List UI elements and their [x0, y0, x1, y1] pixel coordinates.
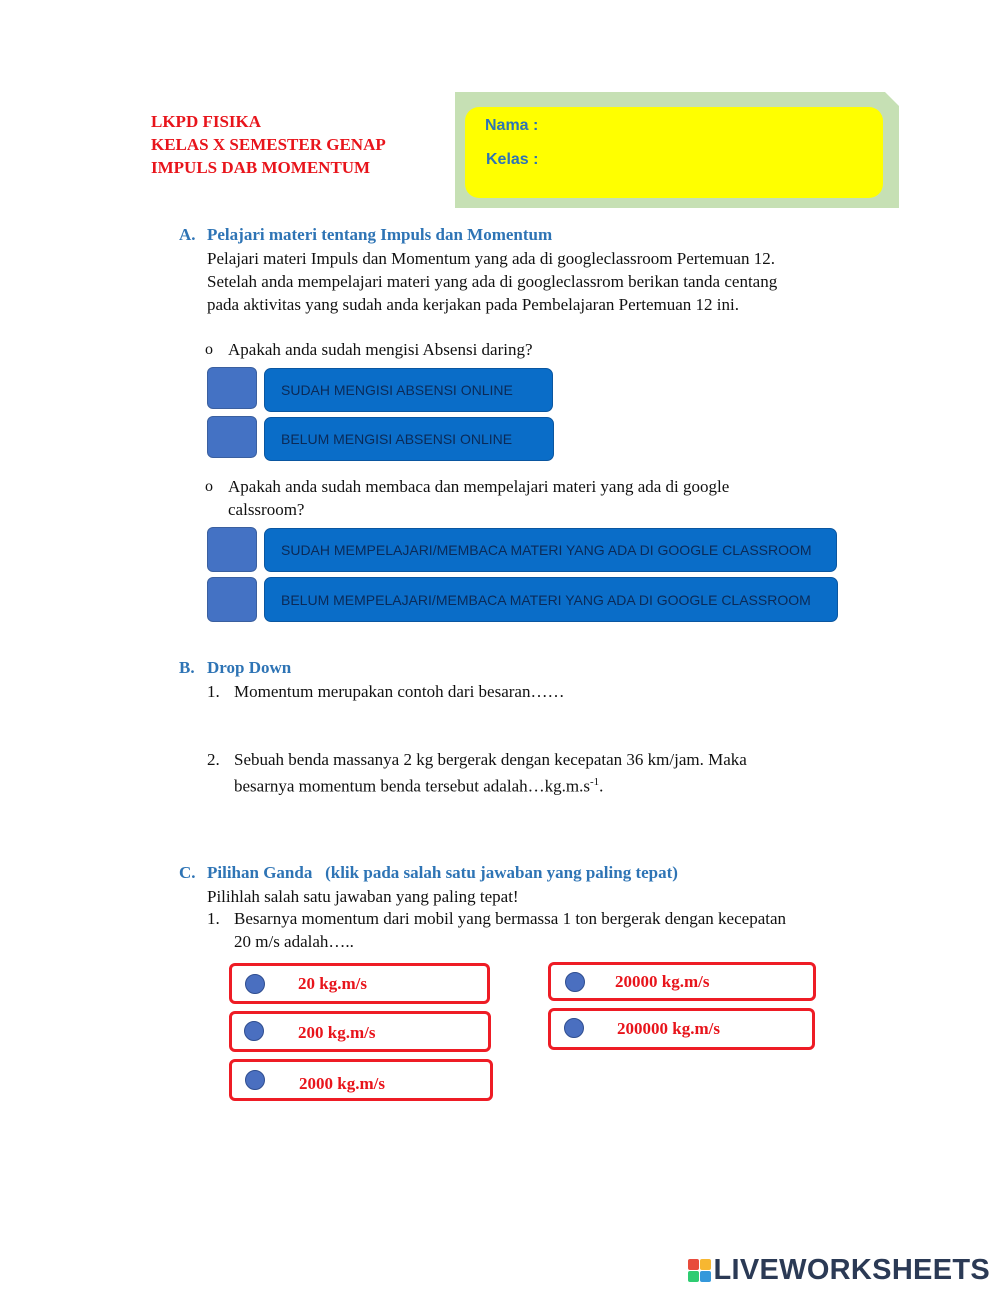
section-c-instruction: Pilihlah salah satu jawaban yang paling tepat!	[207, 887, 519, 906]
section-a-heading	[179, 225, 552, 245]
checkbox-sudah-absensi[interactable]	[207, 367, 257, 409]
logo-square	[700, 1259, 711, 1270]
dropdown-q2-select[interactable]	[234, 797, 454, 823]
option-belum-absensi: BELUM MENGISI ABSENSI ONLINE	[264, 417, 554, 461]
dropdown-q2-line-2	[234, 771, 747, 798]
dropdown-q1-select[interactable]	[234, 706, 454, 732]
title-line-3: IMPULS DAB MOMENTUM	[151, 158, 371, 177]
checkbox-belum-materi[interactable]	[207, 577, 257, 622]
dropdown-q1-text: Momentum merupakan contoh dari besaran……	[234, 682, 565, 701]
nama-input[interactable]	[560, 114, 860, 140]
dropdown-q2-number: 2.	[207, 750, 220, 769]
paragraph-line-3: pada aktivitas yang sudah anda kerjakan pada Pembelajaran Pertemuan 12 ini.	[207, 295, 740, 314]
paragraph-line-1: Pelajari materi Impuls dan Momentum yang ada di googleclassroom Pertemuan 12.	[207, 249, 775, 268]
radio-dot-icon[interactable]	[564, 1018, 584, 1038]
bullet-marker: o	[205, 341, 213, 358]
option-sudah-materi: SUDAH MEMPELAJARI/MEMBACA MATERI YANG ADA DI GOOGLE CLASSROOM	[264, 528, 837, 572]
mc-q1-text	[234, 907, 786, 953]
section-c-heading	[179, 863, 678, 883]
dropdown-q2-line-2-main: besarnya momentum benda tersebut adalah…kg.m.s	[234, 776, 590, 796]
section-b-title: Drop Down	[207, 658, 292, 677]
logo-square	[700, 1271, 711, 1282]
dropdown-q2-line-2-end: .	[599, 776, 604, 796]
dropdown-q2-line-1: Sebuah benda massanya 2 kg bergerak dengan kecepatan 36 km/jam. Maka	[234, 750, 747, 769]
liveworksheets-wordmark: LIVEWORKSHEETS	[713, 1254, 990, 1286]
section-a-paragraph	[207, 247, 777, 316]
option-belum-materi: BELUM MEMPELAJARI/MEMBACA MATERI YANG ADA DI GOOGLE CLASSROOM	[264, 577, 838, 622]
title-line-1: LKPD FISIKA	[151, 112, 262, 131]
question-absensi: Apakah anda sudah mengisi Absensi daring?	[228, 340, 533, 359]
answer-option-b-label: 200 kg.m/s	[298, 1023, 376, 1042]
question-materi-line-2: calssroom?	[228, 500, 305, 519]
section-a-title: Pelajari materi tentang Impuls dan Momentum	[207, 225, 553, 244]
section-b-heading	[179, 658, 291, 678]
mc-q1-line-2: 20 m/s adalah…..	[234, 932, 354, 951]
option-sudah-absensi: SUDAH MENGISI ABSENSI ONLINE	[264, 368, 553, 412]
radio-dot-icon[interactable]	[244, 1021, 264, 1041]
radio-dot-icon[interactable]	[245, 974, 265, 994]
nama-label: Nama :	[485, 117, 539, 134]
question-materi-line-1: Apakah anda sudah membaca dan mempelajari materi yang ada di google	[228, 477, 730, 496]
checkbox-sudah-materi[interactable]	[207, 527, 257, 572]
radio-dot-icon[interactable]	[565, 972, 585, 992]
dropdown-q1-number: 1.	[207, 682, 220, 701]
worksheet-title	[151, 110, 386, 179]
section-b-letter: B.	[179, 658, 195, 677]
question-materi	[228, 475, 729, 521]
section-c-letter: C.	[179, 863, 196, 882]
mc-q1-line-1: Besarnya momentum dari mobil yang bermassa 1 ton bergerak dengan kecepatan	[234, 909, 787, 928]
logo-square	[688, 1271, 699, 1282]
radio-dot-icon[interactable]	[245, 1070, 265, 1090]
dropdown-q2-exponent: -1	[589, 776, 600, 788]
section-c-title: Pilihan Ganda (klik pada salah satu jawaban yang paling tepat)	[207, 863, 678, 882]
answer-option-e-label: 200000 kg.m/s	[617, 1019, 720, 1038]
section-a-letter: A.	[179, 225, 196, 244]
kelas-input[interactable]	[560, 148, 860, 174]
answer-option-a-label: 20 kg.m/s	[298, 974, 367, 993]
answer-option-c-label: 2000 kg.m/s	[299, 1074, 385, 1093]
liveworksheets-brand	[688, 1254, 991, 1287]
answer-option-d-label: 20000 kg.m/s	[615, 972, 710, 991]
title-line-2: KELAS X SEMESTER GENAP	[151, 135, 386, 154]
bullet-marker: o	[205, 478, 213, 495]
dropdown-q2-text	[234, 748, 747, 798]
liveworksheets-logo-icon	[688, 1259, 711, 1282]
kelas-label: Kelas :	[486, 151, 539, 168]
logo-square	[688, 1259, 699, 1270]
mc-q1-number: 1.	[207, 909, 220, 928]
checkbox-belum-absensi[interactable]	[207, 416, 257, 458]
paragraph-line-2: Setelah anda mempelajari materi yang ada di googleclassrom berikan tanda centang	[207, 272, 778, 291]
